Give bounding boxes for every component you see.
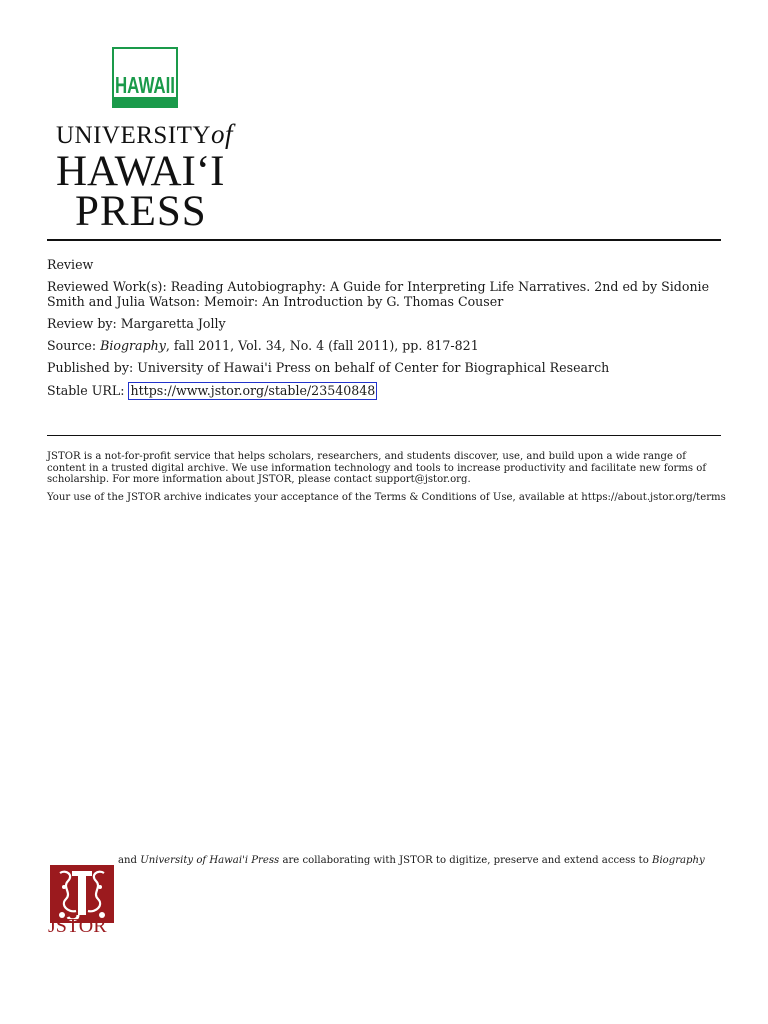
university-of-hawaii-press-logo [56,119,236,235]
logo-university-word: UNIVERSITY [56,122,211,149]
logo-mark-text: HAWAII [115,72,175,98]
source-journal: Biography [100,338,166,353]
source-details: , fall 2011, Vol. 34, No. 4 (fall 2011), pp. 817-821 [165,338,479,353]
jstor-notice-paragraph-1: JSTOR is a not-for-profit service that helps scholars, researchers, and students discover, use, and build upon a wide range of content in a trusted digital archive. We use information technology and tools to increase productivity and facilitate new forms of scholarship. For more information about JSTOR, please contact support@jstor.org. [47,451,707,485]
logo-of-word: of [211,119,234,149]
collab-and: and [118,855,137,866]
review-by-label: Review by: [47,316,117,331]
top-divider [47,239,721,241]
source-label: Source: [47,338,97,353]
jstor-notice [47,451,727,509]
stable-url-label: Stable URL: [47,383,125,398]
stable-url [47,382,727,400]
review-by-value: Margaretta Jolly [120,316,226,331]
collab-journal: Biography [652,855,705,866]
reviewed-works-value: Reading Autobiography: A Guide for Interpreting Life Narratives. 2nd ed by Sidonie Smith and Julia Watson: Memoir: An Introduction by G. Thomas Couser [47,279,710,309]
logo-university-line [56,120,236,150]
collaboration-statement [118,855,718,867]
published-by [47,360,727,375]
jstor-notice-paragraph-2: Your use of the JSTOR archive indicates your acceptance of the Terms & Conditions of Use, available at https://about.jstor.org/terms [47,491,726,503]
university-of-hawaii-press-logo-mark [112,47,178,108]
stable-url-link[interactable]: https://www.jstor.org/stable/23540848 [130,383,376,398]
logo-hawaii-line: HAWAI‘I [56,148,225,195]
reviewed-works [47,279,727,309]
item-type: Review [47,257,94,272]
middle-divider [47,435,721,436]
published-by-value: University of Hawai'i Press on behalf of Center for Biographical Research [137,360,610,375]
source [47,338,727,353]
reviewed-works-label: Reviewed Work(s): [47,279,167,294]
published-by-label: Published by: [47,360,134,375]
logo-press-line: PRESS [75,188,207,235]
review-by [47,316,727,331]
collab-text: are collaborating with JSTOR to digitize, preserve and extend access to [282,855,649,866]
jstor-wordmark: JSTOR [48,915,107,937]
collab-publisher: University of Hawai'i Press [140,855,280,866]
citation-metadata [47,257,727,407]
